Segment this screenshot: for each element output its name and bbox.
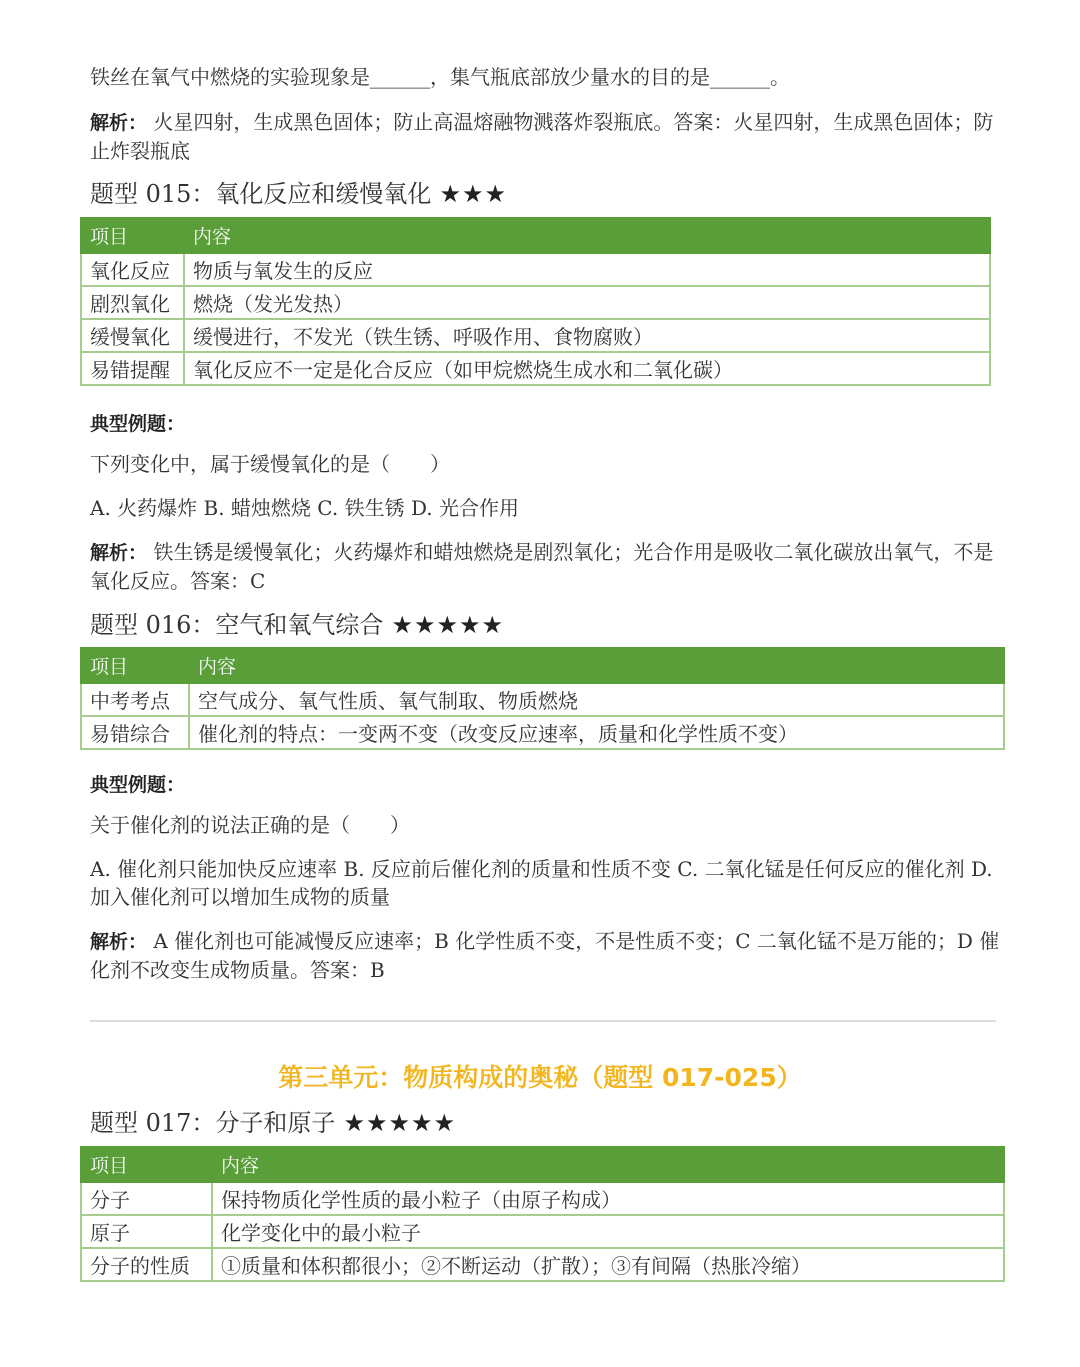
cell-item: 分子	[81, 1182, 212, 1215]
cell-item: 易错提醒	[81, 352, 184, 385]
table-row	[81, 253, 990, 286]
analysis-label: 解析：	[90, 112, 148, 134]
cell-content: ①质量和体积都很小；②不断运动（扩散）；③有间隔（热胀冷缩）	[212, 1248, 1004, 1281]
cell-item: 分子的性质	[81, 1248, 212, 1281]
table-row	[81, 683, 1004, 716]
section-016-title-row	[90, 610, 504, 640]
rating-stars: ★★★★★	[343, 1109, 457, 1137]
table-header-row	[81, 648, 1004, 683]
cell-content: 氧化反应不一定是化合反应（如甲烷燃烧生成水和二氧化碳）	[184, 352, 990, 385]
example-label: 典型例题：	[90, 774, 186, 796]
cell-content: 缓慢进行，不发光（铁生锈、呼吸作用、食物腐败）	[184, 319, 990, 352]
analysis-text: 铁生锈是缓慢氧化；火药爆炸和蜡烛燃烧是剧烈氧化；光合作用是吸收二氧化碳放出氧气，不是氧化反应。答案：C	[90, 540, 994, 593]
header-item: 项目	[81, 648, 189, 683]
intro-analysis	[90, 108, 996, 165]
section-015-title: 题型 015：氧化反应和缓慢氧化	[90, 180, 432, 208]
table-017	[80, 1146, 1005, 1282]
header-item: 项目	[81, 1147, 212, 1182]
section-divider	[90, 1020, 996, 1022]
example-question: 下列变化中，属于缓慢氧化的是（ ）	[90, 452, 450, 476]
example-analysis	[90, 927, 1002, 984]
table-row	[81, 352, 990, 385]
header-content: 内容	[189, 648, 1004, 683]
intro-question: 铁丝在氧气中燃烧的实验现象是______，集气瓶底部放少量水的目的是______。	[90, 65, 790, 89]
section-017-title: 题型 017：分子和原子	[90, 1109, 336, 1137]
cell-content: 化学变化中的最小粒子	[212, 1215, 1004, 1248]
header-content: 内容	[184, 218, 990, 253]
table-016	[80, 647, 1005, 750]
example-options: A. 火药爆炸 B. 蜡烛燃烧 C. 铁生锈 D. 光合作用	[90, 496, 519, 520]
cell-content: 空气成分、氧气性质、氧气制取、物质燃烧	[189, 683, 1004, 716]
table-header-row	[81, 1147, 1004, 1182]
table-row	[81, 1182, 1004, 1215]
cell-content: 物质与氧发生的反应	[184, 253, 990, 286]
rating-stars: ★★★★★	[391, 611, 505, 639]
section-015-title-row	[90, 179, 507, 209]
cell-item: 缓慢氧化	[81, 319, 184, 352]
analysis-label: 解析：	[90, 542, 148, 564]
table-row	[81, 319, 990, 352]
example-options: A. 催化剂只能加快反应速率 B. 反应前后催化剂的质量和性质不变 C. 二氧化锰是任何反应的催化剂 D. 加入催化剂可以增加生成物的质量	[90, 857, 993, 909]
cell-content: 燃烧（发光发热）	[184, 286, 990, 319]
header-content: 内容	[212, 1147, 1004, 1182]
analysis-text: A 催化剂也可能减慢反应速率；B 化学性质不变，不是性质不变；C 二氧化锰不是万能的；D 催化剂不改变生成物质量。答案：B	[90, 929, 1000, 982]
rating-stars: ★★★	[439, 180, 507, 208]
table-header-row	[81, 218, 990, 253]
cell-item: 剧烈氧化	[81, 286, 184, 319]
example-label: 典型例题：	[90, 413, 186, 435]
cell-content: 保持物质化学性质的最小粒子（由原子构成）	[212, 1182, 1004, 1215]
analysis-label: 解析：	[90, 931, 148, 953]
table-row	[81, 716, 1004, 749]
section-017-title-row	[90, 1108, 456, 1138]
table-row	[81, 1215, 1004, 1248]
cell-item: 易错综合	[81, 716, 189, 749]
section-016-title: 题型 016：空气和氧气综合	[90, 611, 384, 639]
example-question: 关于催化剂的说法正确的是（ ）	[90, 813, 410, 837]
table-015	[80, 217, 991, 386]
unit-title: 第三单元：物质构成的奥秘（题型 017-025）	[278, 1063, 802, 1092]
cell-item: 氧化反应	[81, 253, 184, 286]
table-row	[81, 1248, 1004, 1281]
cell-item: 原子	[81, 1215, 212, 1248]
table-row	[81, 286, 990, 319]
header-item: 项目	[81, 218, 184, 253]
cell-item: 中考考点	[81, 683, 189, 716]
cell-content: 催化剂的特点：一变两不变（改变反应速率，质量和化学性质不变）	[189, 716, 1004, 749]
analysis-text: 火星四射，生成黑色固体；防止高温熔融物溅落炸裂瓶底。答案：火星四射，生成黑色固体；防止炸裂瓶底	[90, 110, 994, 163]
example-analysis	[90, 538, 1002, 595]
